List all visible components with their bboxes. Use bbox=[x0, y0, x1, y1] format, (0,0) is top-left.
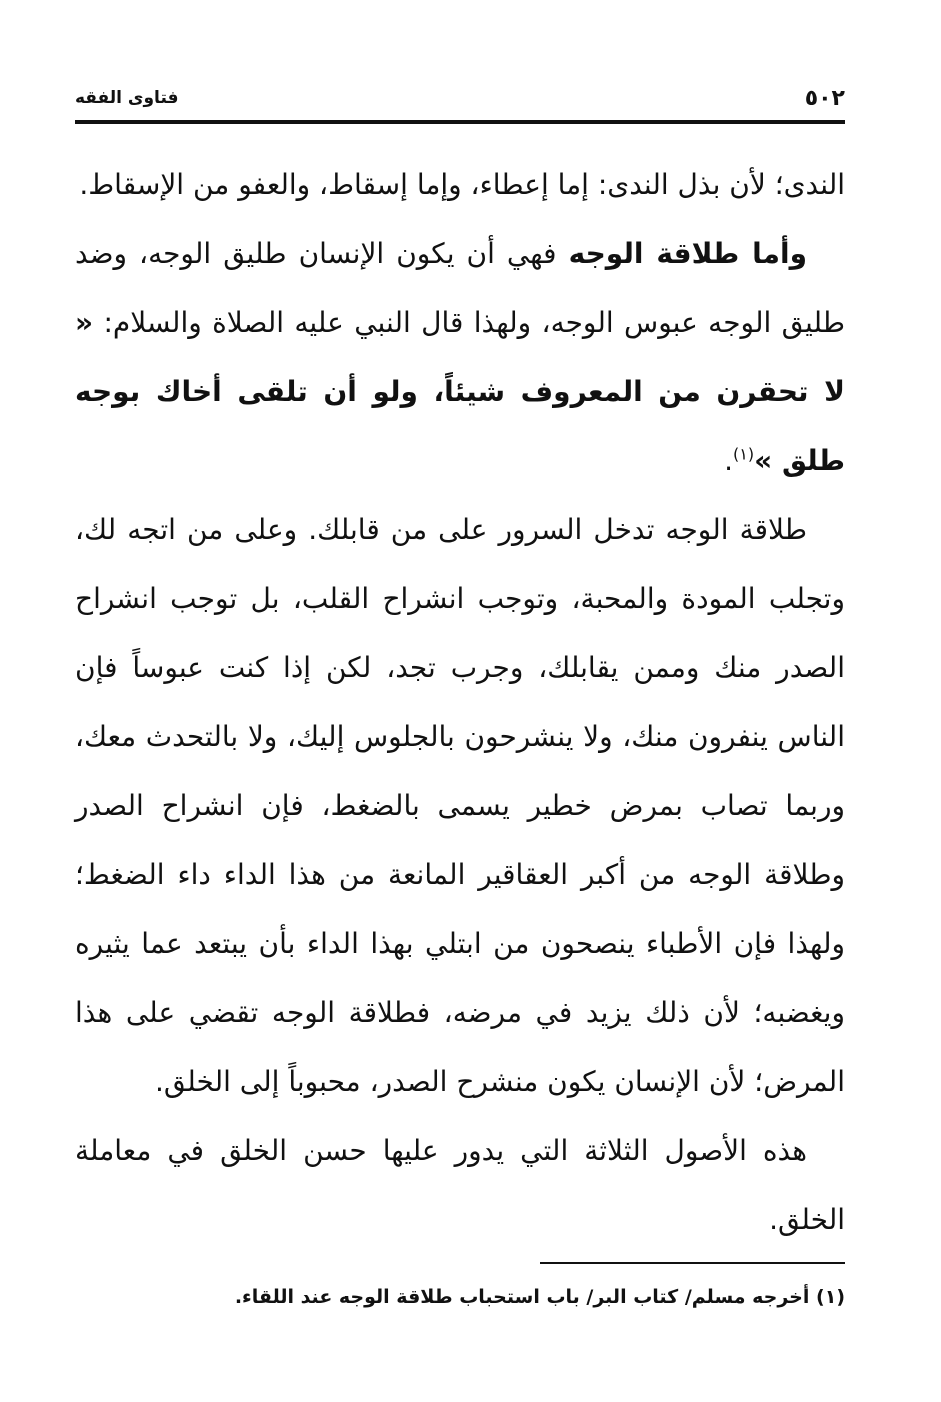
bold-lead: وأما طلاقة الوجه bbox=[568, 237, 808, 270]
running-title: فتاوى الفقه bbox=[75, 88, 179, 108]
paragraph-3-text: طلاقة الوجه تدخل السرور على من قابلك. وعلى من اتجه لك، وتجلب المودة والمحبة، وتوجب انشراح القلب، بل توجب انشراح الصدر منك وممن يقابلك، وجرب تجد، لكن إذا كنت عبوساً فإن الناس ينفرون منك، ولا ينشرحون بالجلوس إليك، ولا بالتحدث معك، وربما تصاب بمرض خطير يسمى بالضغط، فإن انشراح الصدر وطلاقة الوجه من أكبر العقاقير المانعة من هذا الداء داء الضغط؛ ولهذا فإن الأطباء ينصحون من ابتلي بهذا الداء بأن يبتعد عما يثيره ويغضبه؛ لأن ذلك يزيد في مرضه، فطلاقة الوجه تقضي على هذا المرض؛ لأن الإنسان يكون منشرح الصدر، محبوباً إلى الخلق. bbox=[75, 513, 845, 1098]
hadith-quote: « لا تحقرن من المعروف شيئاً، ولو أن تلقى أخاك بوجه طلق » bbox=[75, 306, 845, 477]
paragraph-1: الندى؛ لأن بذل الندى: إما إعطاء، وإما إسقاط، والعفو من الإسقاط. bbox=[79, 168, 845, 201]
page-header bbox=[75, 86, 845, 116]
paragraph-2 bbox=[75, 219, 845, 495]
footnote: (١) أخرجه مسلم/ كتاب البر/ باب استحباب طلاقة الوجه عند اللقاء. bbox=[234, 1286, 845, 1308]
paragraph-2-text: فهي أن يكون الإنسان طليق الوجه، وضد طليق الوجه عبوس الوجه، ولهذا قال النبي عليه الصلاة والسلام: bbox=[75, 237, 845, 339]
paragraph-4 bbox=[75, 1116, 845, 1254]
footnote-rule bbox=[540, 1262, 845, 1264]
paragraph-4-text: هذه الأصول الثلاثة التي يدور عليها حسن الخلق في معاملة الخلق. bbox=[75, 1134, 845, 1236]
paragraph-2-end: . bbox=[724, 444, 734, 477]
page-number: ٥٠٢ bbox=[804, 86, 845, 111]
paragraph-3 bbox=[75, 495, 845, 1116]
footnote-marker: (١) bbox=[733, 444, 755, 464]
header-rule bbox=[75, 120, 845, 124]
body-text bbox=[75, 150, 845, 1254]
